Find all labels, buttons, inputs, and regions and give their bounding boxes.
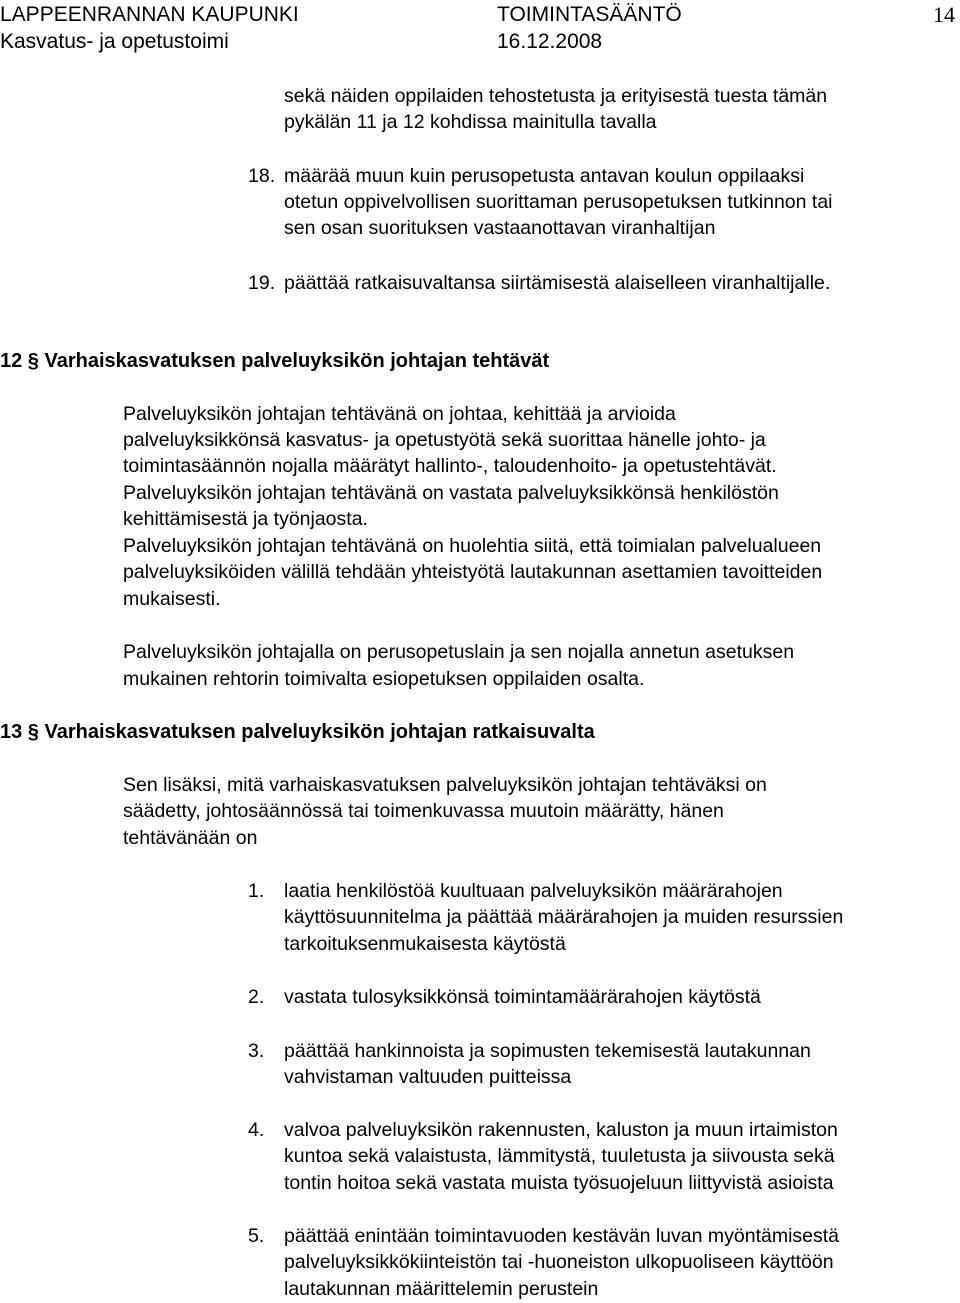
section-13-heading: 13 § Varhaiskasvatuksen palveluyksikön johtajan ratkaisuvalta <box>0 721 595 743</box>
list-item-4-line-2: kuntoa sekä valaistusta, lämmitystä, tuuletusta ja siivousta sekä <box>284 1145 835 1167</box>
section-12-paragraph-2-line-1: Palveluyksikön johtajalla on perusopetuslain ja sen nojalla annetun asetuksen <box>123 641 795 663</box>
list-item-4-line-1: valvoa palveluyksikön rakennusten, kaluston ja muun irtaimiston <box>284 1119 838 1141</box>
section-12-paragraph-2-line-2: mukainen rehtorin toimivalta esiopetuksen oppilaiden osalta. <box>123 668 645 690</box>
list-item-1-line-3: tarkoituksenmukaisesta käytöstä <box>284 933 566 955</box>
continuation-line-2: pykälän 11 ja 12 kohdissa mainitulla tavalla <box>284 111 657 133</box>
header-date: 16.12.2008 <box>497 30 603 53</box>
list-item-19-line-1: päättää ratkaisuvaltansa siirtämisestä alaiselleen viranhaltijalle. <box>284 272 831 294</box>
list-item-number-2: 2. <box>248 986 265 1008</box>
list-item-2-line-1: vastata tulosyksikkönsä toimintamäärärahojen käytöstä <box>284 986 761 1008</box>
list-item-number-1: 1. <box>248 880 265 902</box>
section-12-paragraph-1-line-4: Palveluyksikön johtajan tehtävänä on vastata palveluyksikkönsä henkilöstön <box>123 482 779 504</box>
list-item-number-3: 3. <box>248 1040 265 1062</box>
section-12-paragraph-1-line-6: Palveluyksikön johtajan tehtävänä on huolehtia siitä, että toimialan palvelualueen <box>123 535 822 557</box>
list-item-number-5: 5. <box>248 1225 265 1247</box>
list-item-5-line-1: päättää enintään toimintavuoden kestävän luvan myöntämisestä <box>284 1225 840 1247</box>
list-item-5-line-3: lautakunnan määrittelemin perustein <box>284 1278 599 1300</box>
page-number: 14 <box>933 2 955 27</box>
list-item-18-line-2: otetun oppivelvollisen suorittaman perusopetuksen tutkinnon tai <box>284 191 833 213</box>
list-item-number-18: 18. <box>248 165 276 187</box>
section-12-heading: 12 § Varhaiskasvatuksen palveluyksikön johtajan tehtävät <box>0 350 550 372</box>
section-13-intro-line-2: säädetty, johtosäännössä tai toimenkuvassa muutoin määrätty, hänen <box>123 800 724 822</box>
list-item-number-4: 4. <box>248 1119 265 1141</box>
header-document-type: TOIMINTASÄÄNTÖ <box>497 3 682 26</box>
list-item-4-line-3: tontin hoitoa sekä vastata muista työsuojeluun liittyvistä asioista <box>284 1172 834 1194</box>
section-13-intro-line-1: Sen lisäksi, mitä varhaiskasvatuksen palveluyksikön johtajan tehtäväksi on <box>123 774 767 796</box>
list-item-18-line-3: sen osan suorituksen vastaanottavan viranhaltijan <box>284 217 716 239</box>
list-item-1-line-2: käyttösuunnitelma ja päättää määrärahojen ja muiden resurssien <box>284 906 844 928</box>
header-organization: LAPPEENRANNAN KAUPUNKI <box>0 3 299 26</box>
section-12-paragraph-1-line-3: toimintasäännön nojalla määrätyt hallinto-, taloudenhoito- ja opetustehtävät. <box>123 455 777 477</box>
list-item-3-line-2: vahvistaman valtuuden puitteissa <box>284 1066 572 1088</box>
header-department: Kasvatus- ja opetustoimi <box>0 30 229 53</box>
section-12-paragraph-1-line-7: palveluyksiköiden välillä tehdään yhteistyötä lautakunnan asettamien tavoitteiden <box>123 561 823 583</box>
list-item-3-line-1: päättää hankinnoista ja sopimusten tekemisestä lautakunnan <box>284 1040 811 1062</box>
list-item-1-line-1: laatia henkilöstöä kuultuaan palveluyksikön määrärahojen <box>284 880 783 902</box>
section-12-paragraph-1-line-1: Palveluyksikön johtajan tehtävänä on johtaa, kehittää ja arvioida <box>123 403 676 425</box>
section-12-paragraph-1-line-5: kehittämisestä ja työnjaosta. <box>123 508 368 530</box>
list-item-18-line-1: määrää muun kuin perusopetusta antavan koulun oppilaaksi <box>284 165 805 187</box>
section-12-paragraph-1-line-2: palveluyksikkönsä kasvatus- ja opetustyötä sekä suorittaa hänelle johto- ja <box>123 429 766 451</box>
list-item-5-line-2: palveluyksikkökiinteistön tai -huoneiston ulkopuoliseen käyttöön <box>284 1251 834 1273</box>
section-13-intro-line-3: tehtävänään on <box>123 827 258 849</box>
continuation-line-1: sekä näiden oppilaiden tehostetusta ja erityisestä tuesta tämän <box>284 85 828 107</box>
section-12-paragraph-1-line-8: mukaisesti. <box>123 588 221 610</box>
list-item-number-19: 19. <box>248 272 276 294</box>
